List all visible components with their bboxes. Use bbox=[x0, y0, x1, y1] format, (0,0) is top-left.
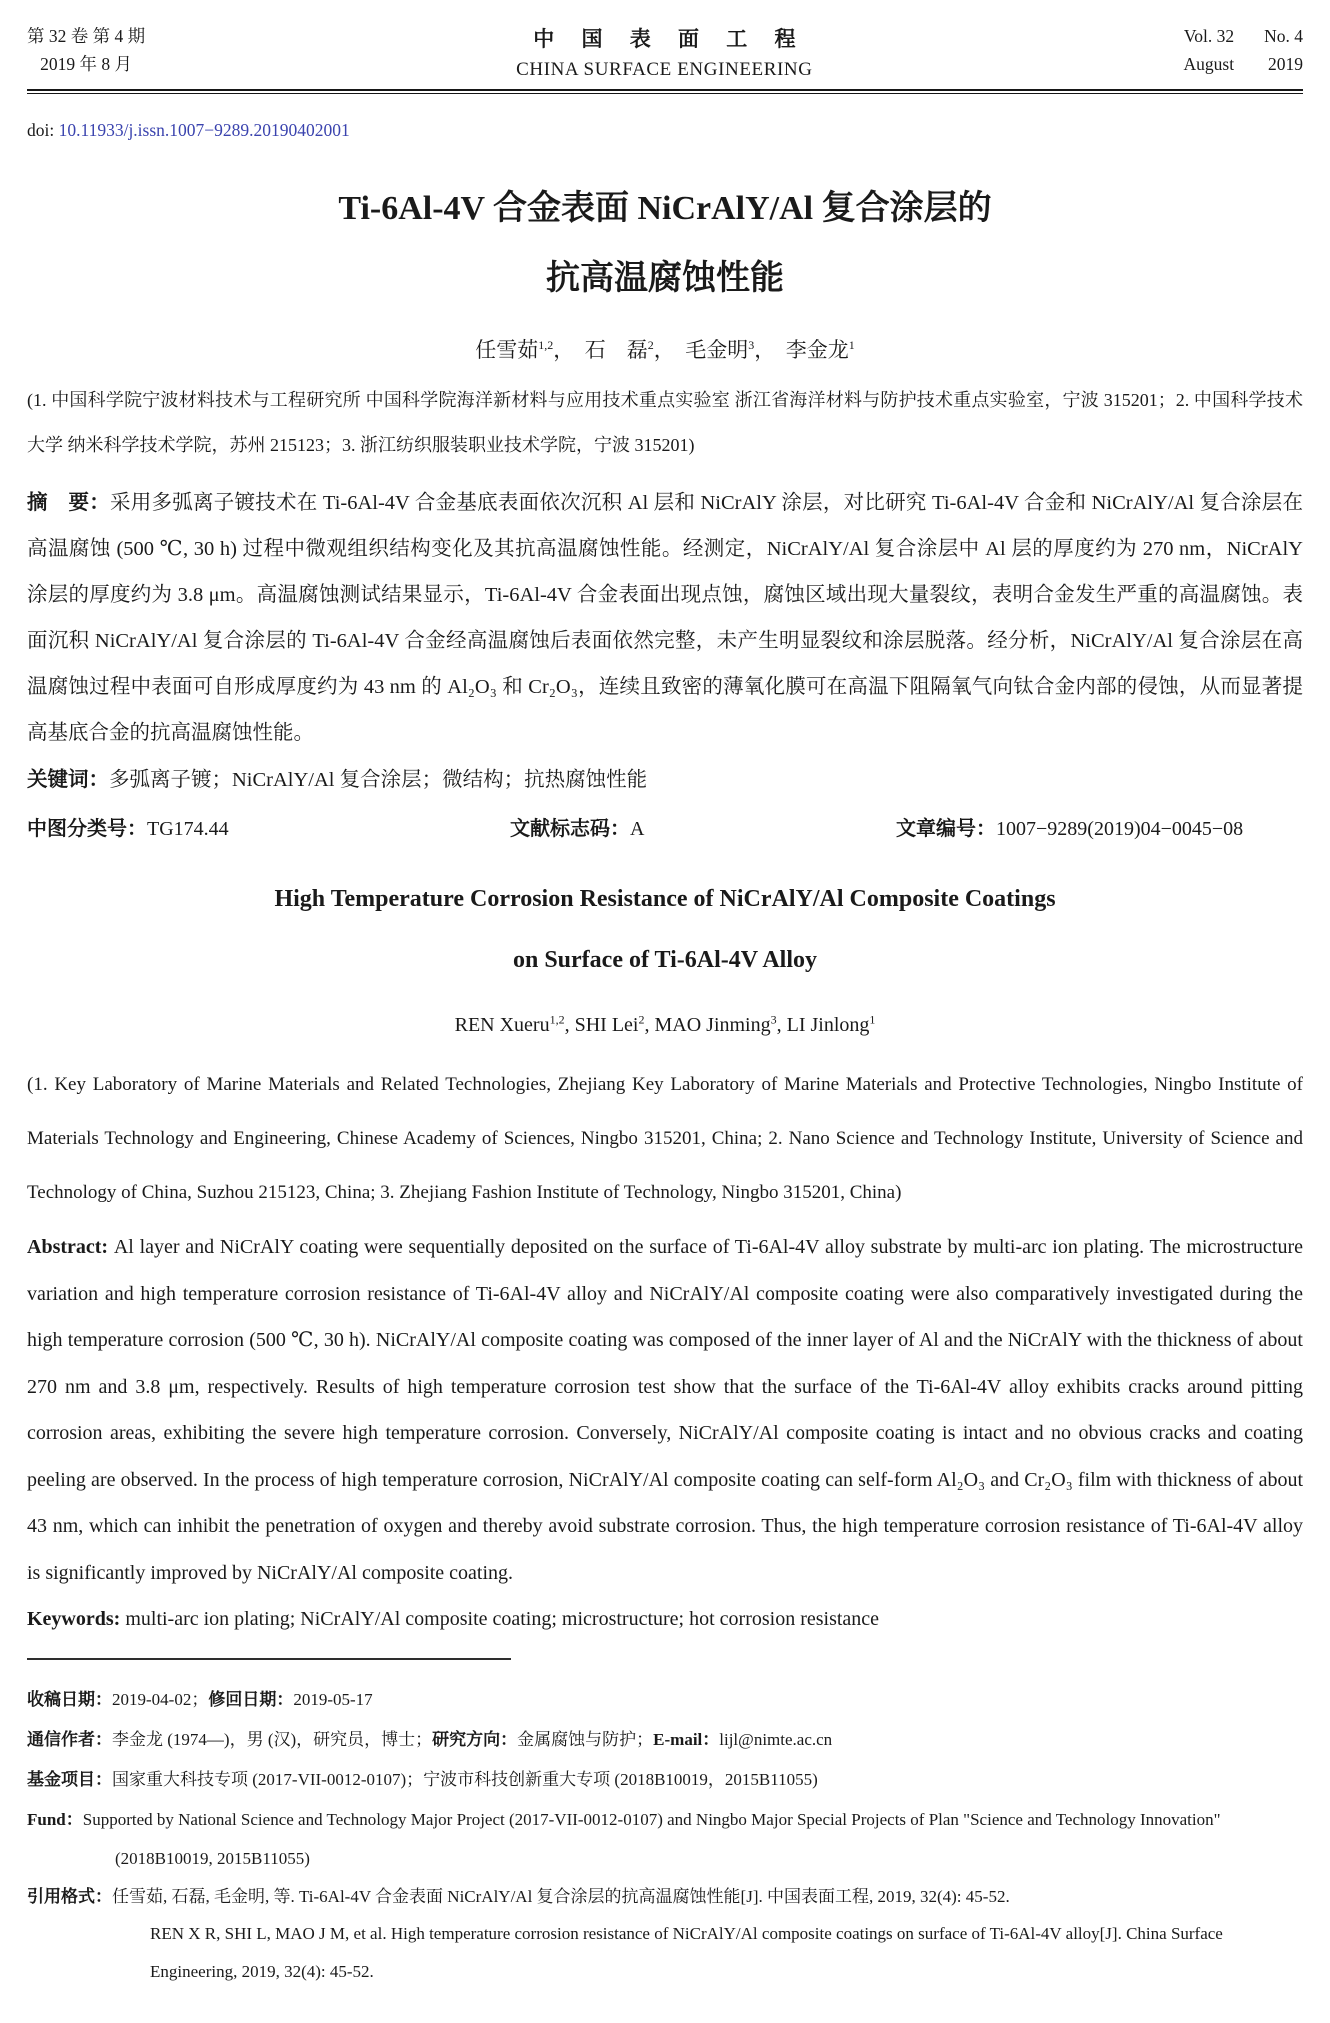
header-right-block bbox=[1184, 22, 1303, 78]
doi-label: doi: bbox=[27, 120, 59, 140]
author-separator: , bbox=[644, 1014, 655, 1036]
journal-title-en: CHINA SURFACE ENGINEERING bbox=[516, 59, 813, 80]
author-name: MAO Jinming bbox=[654, 1014, 771, 1036]
page-title-en bbox=[27, 869, 1303, 991]
abstract-cn bbox=[27, 480, 1303, 756]
abstract-label-en: Abstract: bbox=[27, 1236, 114, 1258]
title-cn-line1: Ti-6Al-4V 合金表面 NiCrAlY/Al 复合涂层的 bbox=[338, 190, 992, 227]
email-value: lijl@nimte.ac.cn bbox=[719, 1729, 833, 1749]
year-en: 2019 bbox=[1268, 54, 1303, 74]
document-code: 文献标志码：A bbox=[510, 818, 645, 840]
abstract-text-en: Al layer and NiCrAlY coating were sequentially deposited on the surface of Ti-6Al-4V alloy substrate by multi-arc ion plating. The microstructure variation and high temperature corrosion resistance of Ti-6Al-4V alloy and NiCrAlY/Al composite coating were also comparatively investigated during the high temperature corrosion (500 ℃, 30 h). NiCrAlY/Al composite coating was composed of the inner layer of Al and the NiCrAlY with the thickness of about 270 nm and 3.8 μm, respectively. Results of high temperature corrosion test show that the surface of the Ti-6Al-4V alloy exhibits cracks around pitting corrosion areas, exhibiting the severe high temperature corrosion. Conversely, NiCrAlY/Al composite coating is intact and no obvious cracks and coating peeling are observed. In the process of high temperature corrosion, NiCrAlY/Al composite coating can self-form Al₂O₃ and Cr₂O₃ film with thickness of about 43 nm, which can inhibit the penetration of oxygen and thereby avoid substrate corrosion. Thus, the high temperature corrosion resistance of Ti-6Al-4V alloy is significantly improved by NiCrAlY/Al composite coating. bbox=[27, 1236, 1303, 1584]
citation-cn: 引用格式：任雪茹, 石磊, 毛金明, 等. Ti-6Al-4V 合金表面 NiCrAlY/Al 复合涂层的抗高温腐蚀性能[J]. 中国表面工程, 2019, 32(4): 45-52. bbox=[27, 1886, 1010, 1906]
author-separator: , bbox=[564, 1014, 575, 1036]
keywords-label-cn: 关键词： bbox=[27, 769, 109, 791]
header-left-block bbox=[27, 22, 145, 78]
author-name: 石 磊 bbox=[584, 338, 648, 362]
author-superscript: 2 bbox=[647, 338, 654, 352]
title-en-line1: High Temperature Corrosion Resistance of NiCrAlY/Al Composite Coatings bbox=[274, 886, 1056, 912]
header-double-rule bbox=[27, 89, 1303, 94]
author-name: 毛金明 bbox=[685, 338, 749, 362]
author-separator: ， bbox=[653, 338, 686, 362]
article-id: 文章编号：1007−9289(2019)04−0045−08 bbox=[896, 818, 1244, 840]
journal-date-cn: 2019 年 8 月 bbox=[40, 54, 132, 74]
journal-header bbox=[27, 14, 1303, 81]
author-name: LI Jinlong bbox=[786, 1014, 870, 1036]
author-separator: ， bbox=[553, 338, 585, 362]
abstract-en bbox=[27, 1224, 1303, 1596]
keywords-text-cn: 多弧离子镀；NiCrAlY/Al 复合涂层；微结构；抗热腐蚀性能 bbox=[109, 769, 648, 791]
author-superscript: 1,2 bbox=[549, 1012, 565, 1027]
author-superscript: 1,2 bbox=[538, 338, 554, 352]
author-separator: , bbox=[776, 1014, 787, 1036]
author-separator: ， bbox=[754, 338, 786, 362]
footnote-block bbox=[27, 1680, 1303, 1991]
author-name: SHI Lei bbox=[574, 1014, 639, 1036]
classification-row bbox=[27, 812, 1303, 841]
author-superscript: 2 bbox=[638, 1012, 645, 1027]
title-cn-line2: 抗高温腐蚀性能 bbox=[546, 260, 784, 297]
footnote-divider bbox=[27, 1658, 511, 1660]
abstract-label-cn: 摘 要： bbox=[27, 492, 111, 514]
affiliation-en: (1. Key Laboratory of Marine Materials and Related Technologies, Zhejiang Key Laboratory of Marine Materials and Protective Technologies, Ningbo Institute of Materials Technology and Engineering, Chinese Academy of Sciences, Ningbo 315201, China; 2. Nano Science and Technology Institute, University of Science and Technology of China, Suzhou 215123, China; 3. Zhejiang Fashion Institute of Technology, Ningbo 315201, China) bbox=[27, 1074, 1303, 1203]
keywords-text-en: multi-arc ion plating; NiCrAlY/Al composite coating; microstructure; hot corrosion resistance bbox=[125, 1608, 880, 1630]
received-dates: 收稿日期：2019-04-02；修回日期：2019-05-17 bbox=[27, 1689, 373, 1709]
corresponding-author: 通信作者：李金龙 (1974—)，男 (汉)，研究员，博士；研究方向：金属腐蚀与防护；E-mail：lijl@nimte.ac.cn bbox=[27, 1729, 833, 1749]
authors-cn bbox=[27, 334, 1303, 364]
keywords-en bbox=[27, 1596, 1303, 1643]
author-superscript: 1 bbox=[869, 1012, 876, 1027]
citation-en: REN X R, SHI L, MAO J M, et al. High temperature corrosion resistance of NiCrAlY/Al composite coatings on surface of Ti-6Al-4V alloy[J]. China Surface Engineering, 2019, 32(4): 45-52. bbox=[150, 1924, 1223, 1981]
author-name: 任雪茹 bbox=[475, 338, 539, 362]
keywords-label-en: Keywords: bbox=[27, 1608, 126, 1630]
author-superscript: 1 bbox=[848, 338, 855, 352]
title-en-line2: on Surface of Ti-6Al-4V Alloy bbox=[512, 947, 818, 973]
author-superscript: 3 bbox=[748, 338, 755, 352]
page-title-cn bbox=[27, 174, 1303, 314]
author-superscript: 3 bbox=[770, 1012, 777, 1027]
journal-title-cn: 中 国 表 面 工 程 bbox=[533, 27, 807, 51]
keywords-cn bbox=[27, 757, 1303, 803]
volume-issue-cn: 第 32 卷 第 4 期 bbox=[27, 26, 146, 46]
clc-number: 中图分类号：TG174.44 bbox=[27, 818, 229, 840]
author-name: 李金龙 bbox=[785, 338, 849, 362]
affiliation-cn: (1. 中国科学院宁波材料技术与工程研究所 中国科学院海洋新材料与应用技术重点实验室 浙江省海洋材料与防护技术重点实验室，宁波 315201；2. 中国科学技术大学 纳米科学技术学院，苏州 215123；3. 浙江纺织服装职业技术学院，宁波 315201) bbox=[27, 390, 1303, 455]
issue-en: No. 4 bbox=[1264, 26, 1303, 46]
fund-cn: 基金项目：国家重大科技专项 (2017-VII-0012-0107)；宁波市科技创新重大专项 (2018B10019，2015B11055) bbox=[27, 1769, 818, 1789]
header-center-block bbox=[145, 22, 1183, 81]
author-name: REN Xueru bbox=[454, 1014, 550, 1036]
abstract-text-cn: 采用多弧离子镀技术在 Ti-6Al-4V 合金基底表面依次沉积 Al 层和 NiCrAlY 涂层，对比研究 Ti-6Al-4V 合金和 NiCrAlY/Al 复合涂层在高温腐蚀 (500 ℃, 30 h) 过程中微观组织结构变化及其抗高温腐蚀性能。经测定，NiCrAlY/Al 复合涂层中 Al 层的厚度约为 270 nm，NiCrAlY 涂层的厚度约为 3.8 μm。高温腐蚀测试结果显示，Ti-6Al-4V 合金表面出现点蚀，腐蚀区域出现大量裂纹，表明合金发生严重的高温腐蚀。表面沉积 NiCrAlY/Al 复合涂层的 Ti-6Al-4V 合金经高温腐蚀后表面依然完整，未产生明显裂纹和涂层脱落。经分析，NiCrAlY/Al 复合涂层在高温腐蚀过程中表面可自形成厚度约为 43 nm 的 Al₂O₃ 和 Cr₂O₃，连续且致密的薄氧化膜可在高温下阻隔氧气向钛合金内部的侵蚀，从而显著提高基底合金的抗高温腐蚀性能。 bbox=[27, 492, 1304, 744]
month-en: August bbox=[1183, 54, 1235, 74]
authors-en bbox=[27, 1014, 1303, 1037]
doi-line bbox=[27, 120, 1303, 141]
doi-link[interactable]: 10.11933/j.issn.1007−9289.20190402001 bbox=[58, 120, 350, 140]
fund-en: Fund：Supported by National Science and Technology Major Project (2017-VII-0012-0107) and Ningbo Major Special Projects of Plan "Science and Technology Innovation" (2018B10019, 2015B11055) bbox=[27, 1809, 1221, 1868]
citation-block bbox=[27, 1878, 1303, 1991]
volume-en: Vol. 32 bbox=[1183, 26, 1235, 46]
